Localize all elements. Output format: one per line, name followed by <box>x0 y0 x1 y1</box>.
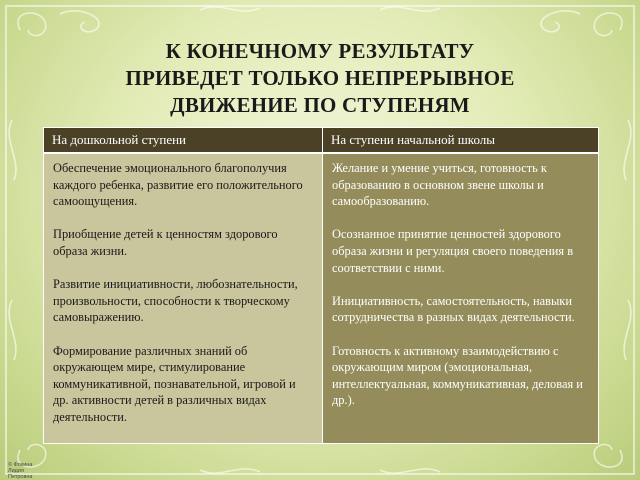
author-credit: © Фокина Лидия Петровна <box>8 462 33 480</box>
primary-school-goal: Готовность к активному взаимодействию с окружающим миром (эмоциональная, интеллектуальная, коммуникативная, деловая и др.). <box>332 343 583 408</box>
slide-title-line: ПРИВЕДЕТ ТОЛЬКО НЕПРЕРЫВНОЕ <box>125 66 515 90</box>
preschool-goal: Развитие инициативности, любознательности, произвольности, способности к творческому самовыражению. <box>53 277 298 325</box>
preschool-goal: Приобщение детей к ценностям здорового образа жизни. <box>53 227 278 258</box>
primary-school-goal: Осознанное принятие ценностей здорового образа жизни и регуляция своего поведения в соответствии с ними. <box>332 227 574 275</box>
slide-title-line: К КОНЕЧНОМУ РЕЗУЛЬТАТУ <box>165 39 475 63</box>
primary-school-goals-cell <box>323 154 598 443</box>
table-header-row <box>44 128 598 154</box>
slide-title-line: ДВИЖЕНИЕ ПО СТУПЕНЯМ <box>170 93 470 117</box>
table-body-row <box>44 154 598 443</box>
preschool-goal: Формирование различных знаний об окружающем мире, стимулирование коммуникативной, познавательной, игровой и др. активности детей в различных видах деятельности. <box>53 343 296 424</box>
preschool-goals-cell <box>44 154 323 443</box>
header-primary-school-stage: На ступени начальной школы <box>331 132 496 147</box>
comparison-table <box>43 127 599 444</box>
primary-school-goal: Инициативность, самостоятельность, навыки сотрудничества в разных видах деятельности. <box>332 293 575 325</box>
header-preschool-stage: На дошкольной ступени <box>44 128 323 152</box>
primary-school-goal: Желание и умение учиться, готовность к образованию в основном звене школы и самообразованию. <box>332 161 547 209</box>
slide-title <box>40 38 600 119</box>
preschool-goal: Обеспечение эмоционального благополучия каждого ребенка, развитие его положительного самоощущения. <box>53 161 303 209</box>
